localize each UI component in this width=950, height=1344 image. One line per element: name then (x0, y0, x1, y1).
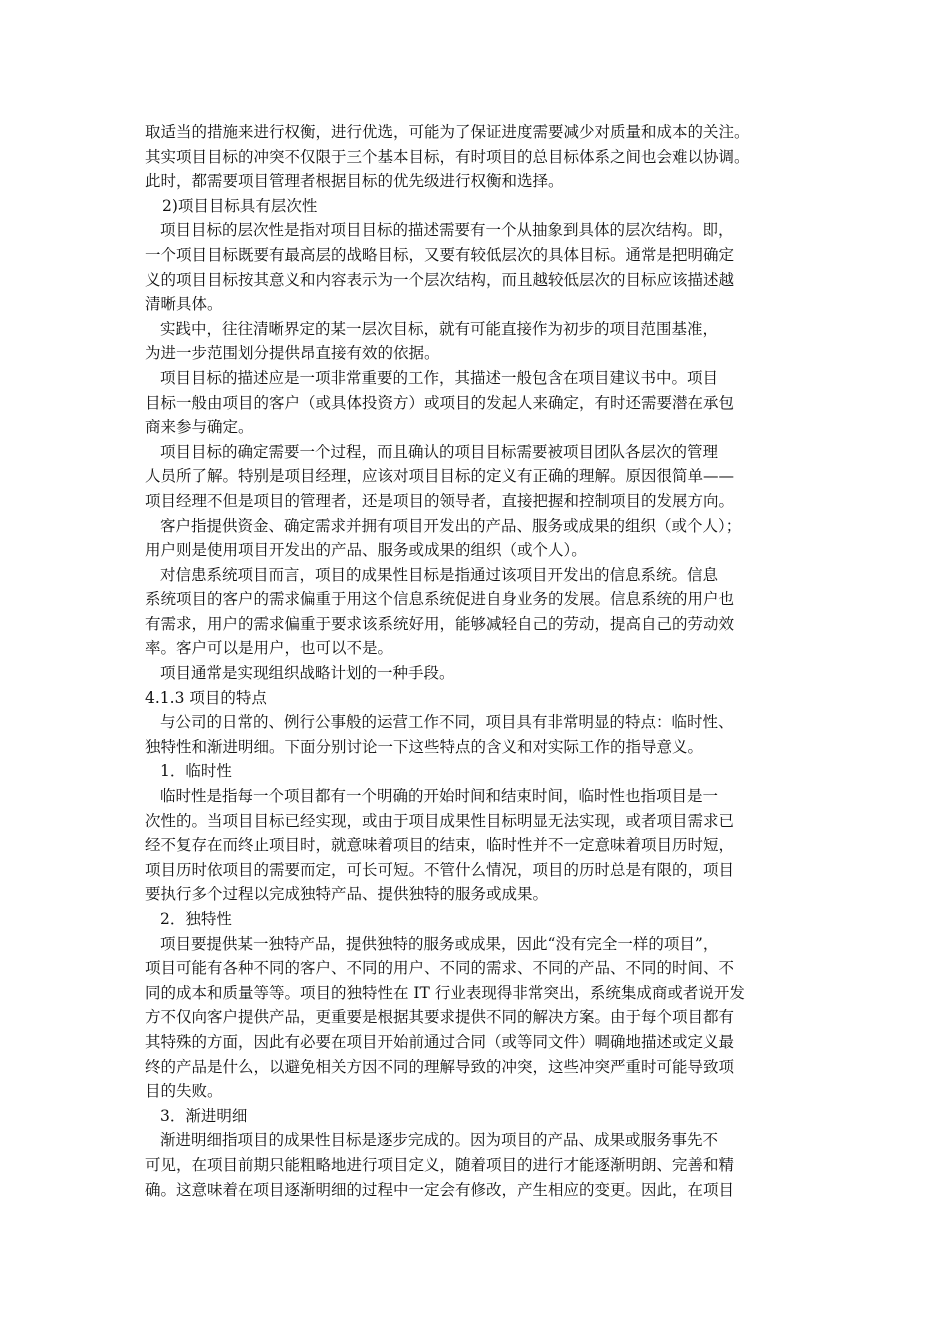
text-line: 终的产品是什么，以避免相关方因不同的理解导致的冲突，这些冲突严重时可能导致项 (145, 1057, 735, 1076)
text-line: 2)项目目标具有层次性 (162, 196, 318, 215)
text-line: 对信患系统项目而言，项目的成果性目标是指通过该项目开发出的信息系统。信息 (160, 565, 719, 584)
text-line: 方不仅向客户提供产品，更重要是根据其要求提供不同的解决方案。由于每个项目都有 (145, 1008, 735, 1027)
text-line: 次性的。当项目目标已经实现，或由于项目成果性目标明显无法实现，或者项目需求已 (145, 811, 735, 830)
text-line: 临时性是指每一个项目都有一个明确的开始时间和结束时间，临时性也指项目是一 (160, 787, 719, 806)
text-line: 3．渐进明细 (160, 1106, 248, 1125)
text-line: 目的失败。 (145, 1082, 223, 1101)
text-line: 目标一般由项目的客户（或具体投资方）或项目的发起人来确定，有时还需要潜在承包 (145, 393, 735, 412)
text-line: 一个项目目标既要有最高层的战略目标，又要有较低层次的具体目标。通常是把明确定 (145, 245, 735, 264)
text-line: 项目历时依项目的需要而定，可长可短。不管什么情况，项目的历时总是有限的，项目 (145, 860, 735, 879)
text-line: 可见，在项目前期只能粗略地进行项目定义，随着项目的进行才能逐渐明朗、完善和精 (145, 1155, 735, 1174)
text-line: 系统项目的客户的需求偏重于用这个信息系统促进自身业务的发展。信息系统的用户也 (145, 590, 735, 609)
text-line: 项目目标的层次性是指对项目目标的描述需要有一个从抽象到具体的层次结构。即， (160, 221, 734, 240)
text-line: 率。客户可以是用户，也可以不是。 (145, 639, 394, 658)
text-line: 其特殊的方面，因此有必要在项目开始前通过合同（或等同文件）啁确地描述或定义最 (145, 1032, 735, 1051)
text-line: 义的项目目标按其意义和内容表示为一个层次结构，而且越较低层次的目标应该描述越 (145, 270, 735, 289)
text-line: 实践中，往往清晰界定的某一层次目标，就有可能直接作为初步的项目范围基准， (160, 319, 719, 338)
text-line: 其实项目目标的冲突不仅限于三个基本目标，有时项目的总目标体系之间也会难以协调。 (145, 147, 750, 166)
text-line: 要执行多个过程以完成独特产品、提供独特的服务或成果。 (145, 885, 549, 904)
text-line: 为进一步范围划分提供昂直接有效的依据。 (145, 344, 440, 363)
text-line: 人员所了解。特别是项目经理，应该对项目目标的定义有正确的理解。原因很简单—— (145, 467, 735, 486)
text-line: 与公司的日常的、例行公事般的运营工作不同，项目具有非常明显的特点：临时性、 (160, 713, 734, 732)
text-line: 项目目标的确定需要一个过程，而且确认的项目目标需要被项目团队各层次的管理 (160, 442, 719, 461)
text-line: 取适当的措施来进行权衡，进行优选，可能为了保证进度需要减少对质量和成本的关注。 (145, 123, 750, 141)
text-line: 项目通常是实现组织战略计划的一种手段。 (160, 664, 455, 683)
text-line: 2．独特性 (160, 910, 232, 928)
text-line: 项目经理不但是项目的管理者，还是项目的领导者，直接把握和控制项目的发展方向。 (145, 491, 735, 510)
text-line: 渐进明细指项目的成果性目标是逐步完成的。因为项目的产品、成果或服务事先不 (160, 1131, 719, 1150)
document-body (145, 120, 795, 1202)
text-line: 确。这意味着在项目逐渐明细的过程中一定会有修改，产生相应的变更。因此，在项目 (145, 1180, 735, 1199)
text-line: 清晰具体。 (145, 295, 223, 314)
text-line: 客户指提供资金、确定需求并拥有项目开发出的产品、服务或成果的组织（或个人）； (160, 516, 742, 535)
text-line: 独特性和渐进明细。下面分别讨论一下这些特点的含义和对实际工作的指导意义。 (145, 737, 704, 756)
text-line: 有需求，用户的需求偏重于要求该系统好用，能够减轻自己的劳动，提高自己的劳动效 (145, 614, 735, 633)
text-line: 商来参与确定。 (145, 418, 254, 437)
text-line: 此时，都需要项目管理者根据目标的优先级进行权衡和选择。 (145, 172, 564, 191)
text-line: 项目可能有各种不同的客户、不同的用户、不同的需求、不同的产品、不同的时间、不 (145, 959, 735, 978)
text-line: 经不复存在而终止项目时，就意味着项目的结束，临时性并不一定意味着项目历时短， (145, 836, 735, 855)
text-line: 项目要提供某一独特产品，提供独特的服务或成果，因此“没有完全一样的项目”， (160, 934, 719, 953)
text-line: 1．临时性 (160, 762, 232, 781)
text-line: 项目目标的描述应是一项非常重要的工作，其描述一般包含在项目建议书中。项目 (160, 368, 719, 387)
text-line: 同的成本和质量等等。项目的独特性在 IT 行业表现得非常突出，系统集成商或者说开发 (145, 983, 745, 1002)
text-line: 4.1.3 项目的特点 (145, 688, 267, 707)
text-line: 用户则是使用项目开发出的产品、服务或成果的组织（或个人）。 (145, 541, 587, 560)
